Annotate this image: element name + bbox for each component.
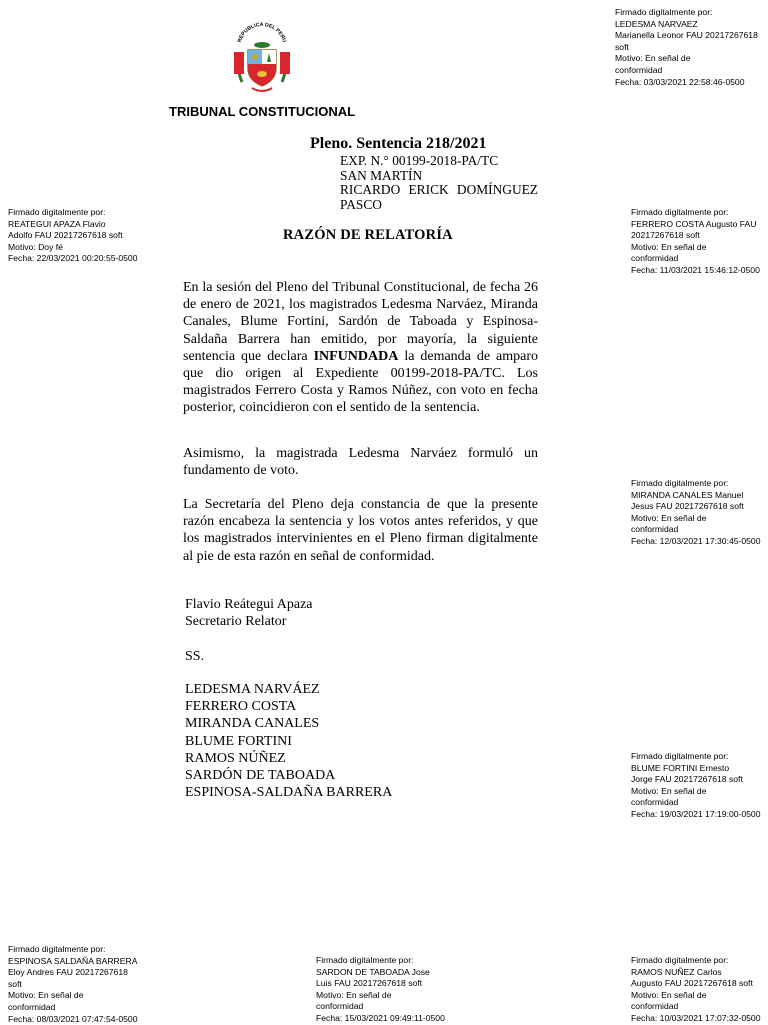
stamp-line: Fecha: 19/03/2021 17:19:00-0500 bbox=[631, 808, 761, 819]
party-name: RICARDO ERICK DOMÍNGUEZ bbox=[340, 182, 538, 198]
magistrates-list bbox=[185, 681, 392, 801]
stamp-line: Fecha: 08/03/2021 07:47:54-0500 bbox=[8, 1013, 138, 1024]
magistrate-name: LEDESMA NARVÁEZ bbox=[185, 682, 320, 697]
sentence-title: Pleno. Sentencia 218/2021 bbox=[310, 135, 487, 152]
stamp-line: Firmado digitalmente por: bbox=[631, 955, 729, 965]
stamp-line: Marianella Leonor FAU 20217267618 bbox=[615, 30, 758, 41]
stamp-line: conformidad bbox=[631, 524, 679, 535]
stamp-line: BLUME FORTINI Ernesto bbox=[631, 762, 730, 773]
signature-stamp-sardon bbox=[316, 955, 445, 1025]
signature-stamp-ferrero bbox=[631, 207, 760, 277]
stamp-line: Motivo: En señal de bbox=[631, 785, 707, 796]
stamp-line: Fecha: 10/03/2021 17:07:32-0500 bbox=[631, 1012, 761, 1023]
stamp-line: conformidad bbox=[316, 1001, 364, 1012]
stamp-line: conformidad bbox=[631, 253, 679, 264]
stamp-line: Eloy Andres FAU 20217267618 bbox=[8, 967, 128, 978]
stamp-line: Motivo: En señal de bbox=[316, 989, 392, 1000]
stamp-line: conformidad bbox=[631, 1001, 679, 1012]
stamp-line: conformidad bbox=[8, 1001, 56, 1012]
paragraph-1 bbox=[183, 279, 538, 417]
magistrate-name: ESPINOSA-SALDAÑA BARRERA bbox=[185, 785, 393, 801]
case-number: EXP. N.° 00199-2018-PA/TC bbox=[340, 153, 499, 168]
stamp-line: SARDON DE TABOADA Jose bbox=[316, 966, 430, 977]
stamp-line: conformidad bbox=[615, 64, 663, 75]
secretary-signature-block bbox=[185, 596, 313, 630]
ruling-keyword: INFUNDADA bbox=[313, 348, 399, 364]
paragraph-1-text-b: la demanda de amparo que dio origen al Expediente 00199-2018-PA/TC. Los magistrados Ferrero Costa y Ramos Núñez, con voto en fecha posterior, coincidieron con el sentido de la sentencia. bbox=[183, 348, 538, 416]
svg-text:REPUBLICA DEL PERU: REPUBLICA DEL PERU bbox=[236, 22, 288, 44]
stamp-line: Motivo: En señal de bbox=[631, 989, 707, 1000]
signature-stamp-espinosa bbox=[8, 944, 138, 1025]
stamp-line: soft bbox=[615, 41, 629, 52]
stamp-line: Firmado digitalmente por: bbox=[615, 7, 713, 17]
stamp-line: Jesus FAU 20217267618 soft bbox=[631, 501, 744, 512]
stamp-line: Motivo: En señal de bbox=[615, 53, 691, 64]
signature-stamp-blume bbox=[631, 751, 761, 821]
paragraph-3: La Secretaría del Pleno deja constancia de que la presente razón encabeza la sentencia y los votos antes referidos, y que los magistrados intervinientes en el Pleno firman digitalmente al pie de esta razón en señal de conformidad. bbox=[183, 497, 538, 564]
stamp-line: Motivo: En señal de bbox=[631, 512, 707, 523]
case-header bbox=[310, 134, 538, 212]
stamp-line: Motivo: En señal de bbox=[631, 241, 707, 252]
institution-name: TRIBUNAL CONSTITUCIONAL bbox=[169, 104, 356, 119]
stamp-line: Fecha: 12/03/2021 17:30:45-0500 bbox=[631, 535, 761, 546]
magistrate-name: RAMOS NÚÑEZ bbox=[185, 750, 286, 766]
stamp-line: Firmado digitalmente por: bbox=[8, 207, 106, 217]
party-name-cont: PASCO bbox=[340, 196, 382, 212]
stamp-line: Adolfo FAU 20217267618 soft bbox=[8, 230, 123, 241]
section-title: RAZÓN DE RELATORÍA bbox=[283, 227, 453, 243]
stamp-line: Fecha: 22/03/2021 00:20:55-0500 bbox=[8, 253, 138, 264]
paragraph-2: Asimismo, la magistrada Ledesma Narváez formuló un fundamento de voto. bbox=[183, 446, 538, 479]
case-region: SAN MARTÍN bbox=[340, 167, 423, 183]
magistrate-name: FERRERO COSTA bbox=[185, 699, 297, 715]
stamp-line: RAMOS NUÑEZ Carlos bbox=[631, 966, 722, 977]
stamp-line: Firmado digitalmente por: bbox=[8, 944, 106, 954]
stamp-line: Fecha: 11/03/2021 15:46:12-0500 bbox=[631, 264, 760, 275]
signature-stamp-ramos bbox=[631, 955, 761, 1025]
magistrate-name: SARDÓN DE TABOADA bbox=[185, 768, 336, 784]
magistrate-name: BLUME FORTINI bbox=[185, 733, 292, 749]
stamp-line: soft bbox=[8, 978, 22, 989]
stamp-line: Firmado digitalmente por: bbox=[316, 955, 414, 965]
stamp-line: LEDESMA NARVAEZ bbox=[615, 18, 698, 29]
stamp-line: Firmado digitalmente por: bbox=[631, 751, 729, 761]
stamp-line: Jorge FAU 20217267618 soft bbox=[631, 774, 743, 785]
stamp-line: REATEGUI APAZA Flavio bbox=[8, 218, 106, 229]
signature-stamp-ledesma bbox=[615, 7, 758, 88]
signature-stamp-reategui bbox=[8, 207, 138, 265]
stamp-line: Motivo: En señal de bbox=[8, 990, 84, 1001]
stamp-line: Motivo: Doy fé bbox=[8, 241, 63, 252]
stamp-line: ESPINOSA SALDAÑA BARRERA bbox=[8, 955, 138, 966]
stamp-line: Fecha: 15/03/2021 09:49:11-0500 bbox=[316, 1012, 445, 1023]
paragraph-1-text-a: En la sesión del Pleno del Tribunal Constitucional, de fecha 26 de enero de 2021, los magistrados Ledesma Narváez, Miranda Canales, Blume Fortini, Sardón de Taboada y Espinosa-Saldaña Barrera han emitido, por mayoría, la siguiente sentencia que declara bbox=[183, 280, 538, 364]
secretary-name: Flavio Reátegui Apaza bbox=[185, 597, 313, 612]
stamp-line: Firmado digitalmente por: bbox=[631, 207, 729, 217]
ss-label: SS. bbox=[185, 649, 205, 664]
stamp-line: Fecha: 03/03/2021 22:58:46-0500 bbox=[615, 76, 745, 87]
stamp-line: Firmado digitalmente por: bbox=[631, 478, 729, 488]
magistrate-name: MIRANDA CANALES bbox=[185, 716, 320, 732]
stamp-line: 20217267618 soft bbox=[631, 230, 700, 241]
stamp-line: MIRANDA CANALES Manuel bbox=[631, 489, 744, 500]
stamp-line: conformidad bbox=[631, 797, 679, 808]
signature-stamp-miranda bbox=[631, 478, 761, 548]
secretary-role: Secretario Relator bbox=[185, 614, 287, 630]
coat-of-arms-logo bbox=[228, 22, 296, 98]
stamp-line: Augusto FAU 20217267618 soft bbox=[631, 978, 753, 989]
stamp-line: FERRERO COSTA Augusto FAU bbox=[631, 218, 757, 229]
stamp-line: Luis FAU 20217267618 soft bbox=[316, 978, 423, 989]
